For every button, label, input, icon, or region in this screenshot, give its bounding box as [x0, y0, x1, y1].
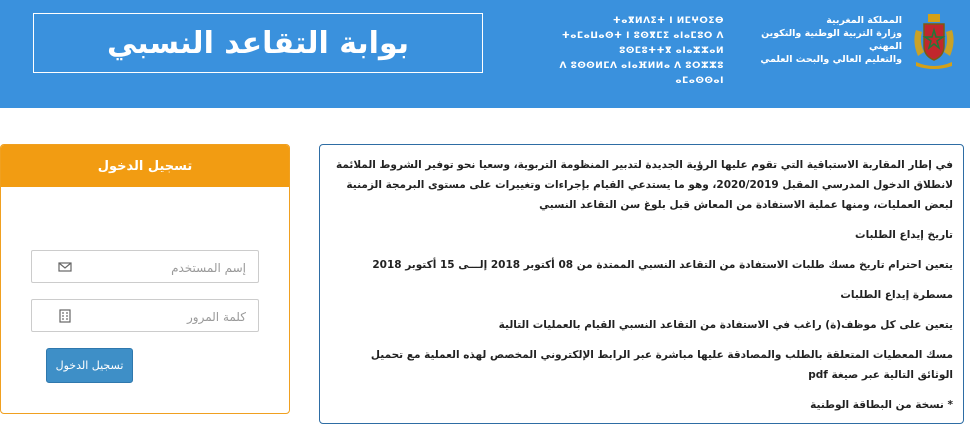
upload-paragraph: مسك المعطيات المتعلقة بالطلب والمصادقة عليها مباشرة عبر الرابط الإلكتروني المخصص لهذه العملية مع تحميل الوثائق التالية عبر صيغة pdf: [370, 349, 953, 381]
portal-title-box: [33, 13, 483, 73]
ministry-line: والتعليم العالي والبحث العلمي: [760, 54, 902, 65]
login-submit-button[interactable]: تسجيل الدخول: [46, 348, 133, 383]
document-list-item: * نسخة من البطاقة الوطنية: [810, 399, 953, 411]
tifinagh-line: ⵜⴰⵎⴰⵡⴰⵙⵜ ⵏ ⵓⵙⴳⵎⵉ ⴰⵏⴰⵎⵓⵔ ⴷ ⵓⵙⵎⵓⵜⵜⴳ ⴰⵏⴰⵣⵣⴰⵍ: [561, 31, 724, 56]
header-banner: [0, 0, 970, 108]
tifinagh-line: ⵜⴰⴳⵍⴷⵉⵜ ⵏ ⵍⵎⵖⵔⵉⴱ: [612, 16, 724, 26]
username-input[interactable]: [64, 251, 248, 284]
ministry-arabic: [737, 14, 902, 66]
password-input[interactable]: [64, 300, 248, 333]
password-field[interactable]: [31, 299, 259, 332]
tifinagh-line: ⴷ ⵓⵙⵙⵍⵎⴷ ⴰⵏⴰⴼⵍⵍⴰ ⴷ ⵓⵔⵣⵣⵓ ⴰⵎⴰⵙⵙⴰⵏ: [559, 61, 724, 86]
username-field[interactable]: [31, 250, 259, 283]
ministry-tifinagh: [534, 14, 724, 89]
ministry-line: المملكة المغربية: [826, 15, 902, 26]
section-heading: مسطرة إيداع الطلبات: [840, 289, 953, 301]
intro-paragraph: في إطار المقاربة الاستباقية التي تقوم عليها الرؤية الجديدة لتدبير المنظومة التربوية، وسعيا نحو توفير الشروط الملائمة لانطلاق الدخول المدرسي المقبل 2020/2019، وهو ما يستدعي القيام بإجراءات وتغييرات على مستوى البرمجة الزمنية لبعض العمليات، ومنها عملية الاستفادة من المعاش قبل بلوغ سن التقاعد النسبي: [335, 159, 953, 211]
portal-title: بوابة التقاعد النسبي: [106, 25, 410, 61]
coat-of-arms-icon: [908, 12, 960, 72]
section-heading: تاريخ إيداع الطلبات: [855, 229, 953, 241]
ministry-branding: [532, 12, 962, 86]
procedure-paragraph: يتعين على كل موظف(ة) راغب في الاستفادة من التقاعد النسبي القيام بالعمليات التالية: [498, 319, 953, 331]
deadline-paragraph: يتعين احترام تاريخ مسك طلبات الاستفادة من التقاعد النسبي الممتدة من 08 أكتوبر 2018 إلـــى 15 أكتوبر 2018: [372, 259, 953, 271]
login-panel: [0, 144, 290, 414]
info-content-panel: [319, 144, 964, 424]
ministry-line: وزارة التربية الوطنية والتكوين المهني: [761, 28, 902, 52]
login-heading: تسجيل الدخول: [1, 145, 289, 187]
